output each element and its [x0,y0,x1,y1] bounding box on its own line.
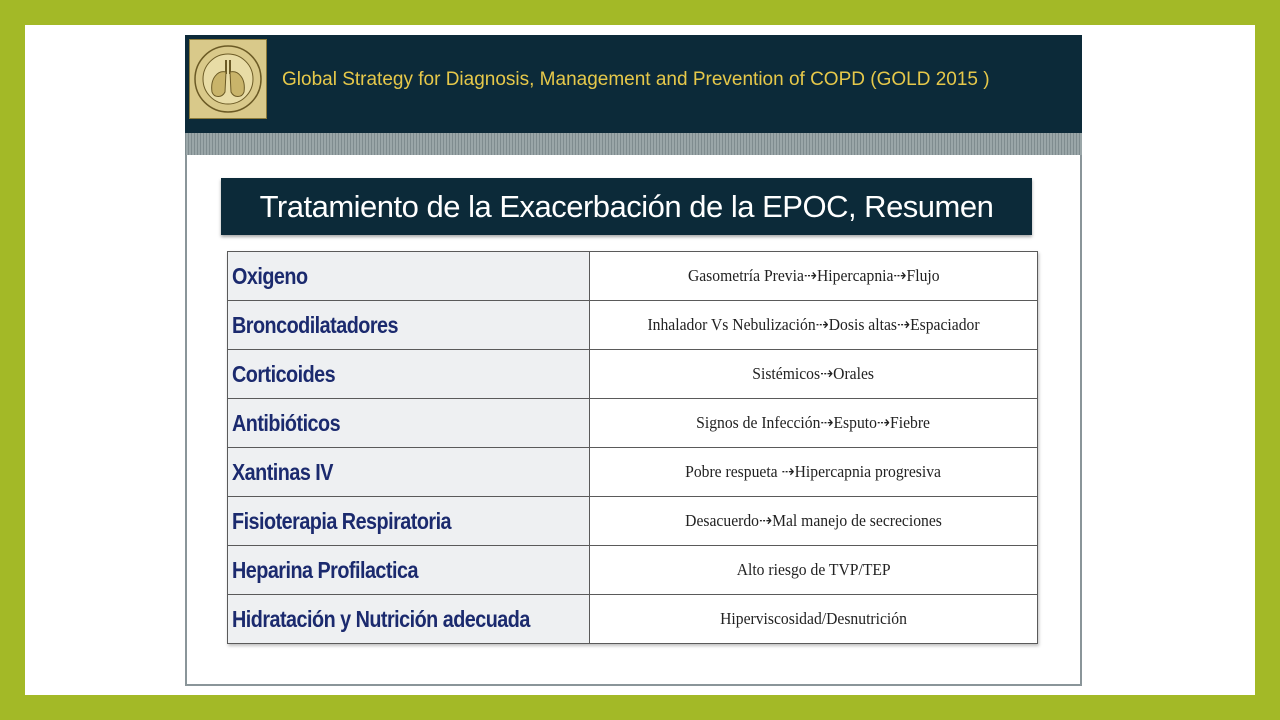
treatment-detail: Desacuerdo⇢Mal manejo de secreciones [685,511,942,530]
treatment-cell [228,497,590,546]
treatment-name: Fisioterapia Respiratoria [232,507,452,534]
treatment-table [227,251,1038,644]
detail-cell [589,546,1037,595]
detail-cell [589,497,1037,546]
table-row [228,301,1038,350]
treatment-name: Broncodilatadores [232,311,398,338]
treatment-cell [228,448,590,497]
table-row [228,497,1038,546]
treatment-detail: Signos de Infección⇢Esputo⇢Fiebre [696,413,931,432]
treatment-detail: Pobre respueta ⇢Hipercapnia progresiva [685,462,942,481]
table-row [228,399,1038,448]
table-row [228,252,1038,301]
header-title: Global Strategy for Diagnosis, Management and Prevention of COPD (GOLD 2015 ) [282,69,990,90]
detail-cell [589,350,1037,399]
treatment-cell [228,546,590,595]
treatment-name: Antibióticos [232,409,341,436]
treatment-cell [228,350,590,399]
detail-cell [589,301,1037,350]
table-row [228,448,1038,497]
header-stripe [185,133,1082,155]
treatment-cell [228,301,590,350]
treatment-cell [228,595,590,644]
treatment-detail: Inhalador Vs Nebulización⇢Dosis altas⇢Espaciador [647,315,980,334]
treatment-detail: Gasometría Previa⇢Hipercapnia⇢Flujo [687,266,940,285]
treatment-name: Xantinas IV [232,458,333,485]
treatment-detail: Alto riesgo de TVP/TEP [736,560,891,579]
treatment-name: Hidratación y Nutrición adecuada [232,605,530,632]
treatment-cell [228,252,590,301]
detail-cell [589,399,1037,448]
detail-cell [589,252,1037,301]
slide [185,35,1082,686]
treatment-detail: Hiperviscosidad/Desnutrición [720,609,907,628]
treatment-name: Heparina Profilactica [232,556,418,583]
gold-logo-icon [189,39,267,119]
detail-cell [589,448,1037,497]
table-row [228,595,1038,644]
slide-header [185,35,1082,133]
treatment-table-body [228,252,1038,644]
treatment-name: Corticoides [232,360,336,387]
table-row [228,350,1038,399]
treatment-name: Oxigeno [232,262,308,289]
slide-title-banner: Tratamiento de la Exacerbación de la EPOC, Resumen [221,178,1032,235]
treatment-detail: Sistémicos⇢Orales [752,364,875,383]
treatment-cell [228,399,590,448]
table-row [228,546,1038,595]
detail-cell [589,595,1037,644]
